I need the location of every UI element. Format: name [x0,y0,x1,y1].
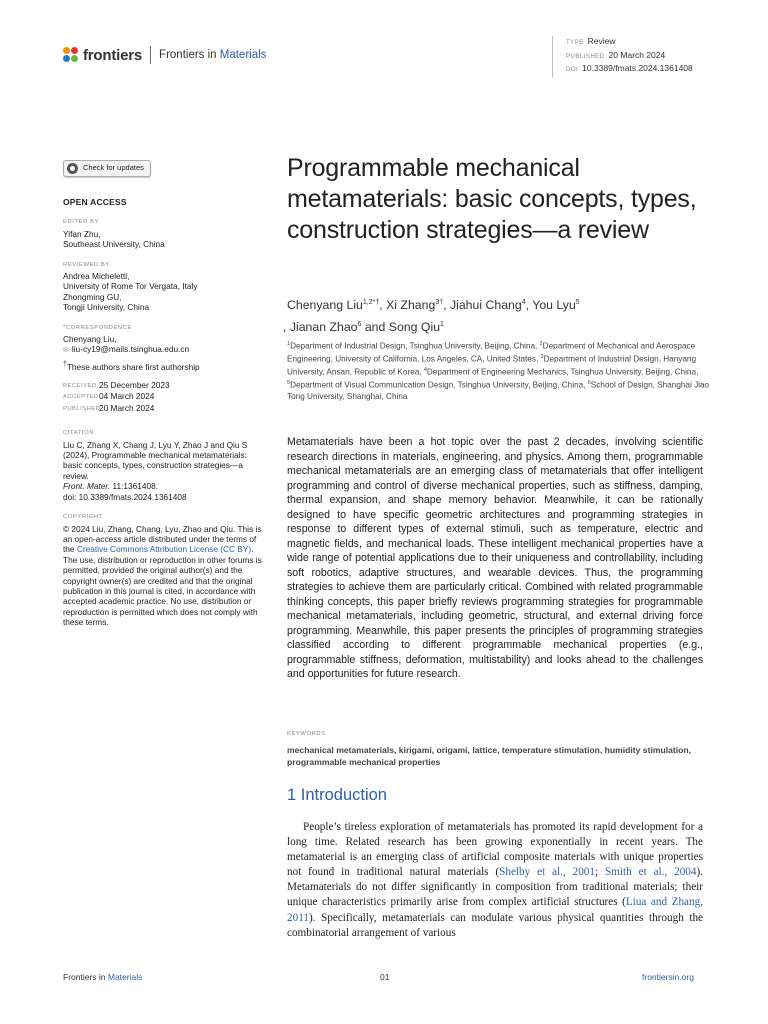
reference-link[interactable]: Smith et al., 2004 [604,866,697,879]
citation-text: Liu C, Zhang X, Chang J, Lyu Y, Zhao J and Qiu S (2024), Programmable mechanical metamaterials: basic concepts, types, construction strategies—a review. Front. Mater. 11:1361408. doi: 10.3389/fmats.2024.1361408 [63,439,248,502]
received-date: 25 December 2023 [99,380,170,391]
reviewer-name: Zhongming GU, [63,291,122,302]
frontiers-logo-icon [63,47,79,63]
logo-text: frontiers [83,46,143,64]
accepted-date: 04 March 2024 [99,391,155,402]
reviewer-name: Andrea Micheletti, [63,271,130,282]
edited-by-label: EDITED BY [63,219,100,226]
published-date: 20 March 2024 [608,49,666,60]
reviewer-affiliation: Tongji University, China [63,302,150,313]
correspondent-name: Chenyang Liu, [63,334,117,345]
article-meta-box: TYPE Review PUBLISHED 20 March 2024 DOI 10.3389/fmats.2024.1361408 [552,36,693,77]
footer-journal[interactable]: Frontiers in Materials [63,972,143,982]
journal-name[interactable]: Frontiers in Materials [159,49,267,61]
copyright-label: COPYRIGHT [63,514,103,521]
sidebar [63,160,263,628]
check-for-updates-button[interactable]: Check for updates [63,160,151,177]
footer-site-link[interactable]: frontiersin.org [642,972,694,982]
intro-body: People’s tireless exploration of metamaterials has promoted its rapid development for a long time. Related research has been growing exponentially in recent years. The metamaterial is an emerging class of artificial composite materials with unique properties not found in traditional natural materials (Shelby et al., 2001; Smith et al., 2004). Metamaterials do not differ significantly in composition from traditional materials; their unique characteristics primarily arise from complex artificial structures (Liua and Zhang, 2011). Specifically, metamaterials can modulate various physical quantities through the combinatorial arrangement of various [287,821,704,939]
keywords-label: KEYWORDS [287,731,326,737]
author-list: Chenyang Liu$^{1,2*\dagger}$, Xi Zhang$^{3\dagger}$, Jiahui Chang$^4$, You Lyu$^5$ , Jianan Zhao$^6$ and Song Qiu$^1$ [283,298,580,335]
article-type: Review [587,36,616,46]
abstract: Metamaterials have been a hot topic over the past 2 decades, involving scientific research directions in materials, engineering, and physics. Among them, programmable mechanical metamaterials are an emerging class of metamaterials that offer intelligent programming and control of diverse mechanical properties, such as stiffness, damping, thermal expansion, and shape memory behavior. Meanwhile, it can be rationally designed to have specific geometric architectures and programming strategies in response to different types of external stimuli, such as temperature, electric and magnetic fields, and mechanical loads. These intelligent mechanical properties have a wide range of potential applications due to their uniqueness and controllability, including soft robotics, adaptive structures, and wearable devices. Thus, the programming strategies to achieve them are particularly critical. Combined with related programmable thinking concepts, this paper briefly reviews programming strategies for programmable mechanical metamaterials, including geometric, structural, and external driving force programming. Meanwhile, this paper presents the principles of programming strategies classified according to different programmable mechanical properties (e.g., programmable stiffness, deformation, multistability) and looks ahead to the challenges and opportunities for future research. [287,436,703,680]
frontiers-logo[interactable] [63,46,266,64]
editor-affiliation: Southeast University, China [63,239,165,250]
page-number: 01 [380,972,390,982]
update-icon [67,163,78,174]
editor-name: Yifan Zhu, [63,228,101,239]
article-title: Programmable mechanical metamaterials: basic concepts, types, construction strategies—a review [287,154,697,244]
open-access-label: OPEN ACCESS [63,197,127,207]
reference-link[interactable]: Shelby et al., 2001 [499,866,595,879]
correspondence-label: *CORRESPONDENCE [63,324,132,331]
keywords: mechanical metamaterials, kirigami, origami, lattice, temperature stimulation, humidity stimulation, programmable mechanical properties [287,745,692,768]
reference-link[interactable]: Liua and Zhang, 2011 [287,896,703,924]
citation-label: CITATION [63,430,94,437]
section-heading: 1 Introduction [287,786,387,804]
mail-icon: ✉ [63,347,69,355]
doi-value[interactable]: 10.3389/fmats.2024.1361408 [582,63,693,73]
reviewer-affiliation: University of Rome Tor Vergata, Italy [63,281,198,292]
copyright-text: © 2024 Liu, Zhang, Chang, Lyu, Zhao and Qiu. This is an open-access article distributed under the terms of the Creative Commons Attribution License (CC BY). The use, distribution or reproduction in other forums is permitted, provided the original author(s) and the copyright owner(s) are credited and that the original publication in this journal is cited, in accordance with accepted academic practice. No use, distribution or reproduction is permitted which does not comply with these terms. [63,523,262,628]
reviewed-by-label: REVIEWED BY [63,261,110,268]
affiliations: $^1$Department of Industrial Design, Tsinghua University, Beijing, China, $^2$Department of Mechanical and Aerospace Engineering, University of California, Los Angeles, CA, United States, $^3$Department of Industrial Design, Hanyang University, Ansan, Republic of Korea, $^4$Department of Engineering Mechanics, Tsinghua University, Beijing, China, $^5$Department of Visual Communication Design, Tsinghua University, Beijing, China, $^6$School of Design, Shanghai Jiao Tong University, Shanghai, China [287,341,710,401]
header-divider [150,46,151,64]
shared-authorship-note: †These authors share first authorship [63,360,200,372]
correspondent-email[interactable]: liu-cy19@mails.tsinghua.edu.cn [71,344,190,355]
published-date-side: 20 March 2024 [99,402,155,413]
dates-block: RECEIVED 25 December 2023 ACCEPTED 04 March 2024 PUBLISHED 20 March 2024 [63,380,170,413]
cc-by-link[interactable]: Creative Commons Attribution License (CC BY) [76,544,252,555]
